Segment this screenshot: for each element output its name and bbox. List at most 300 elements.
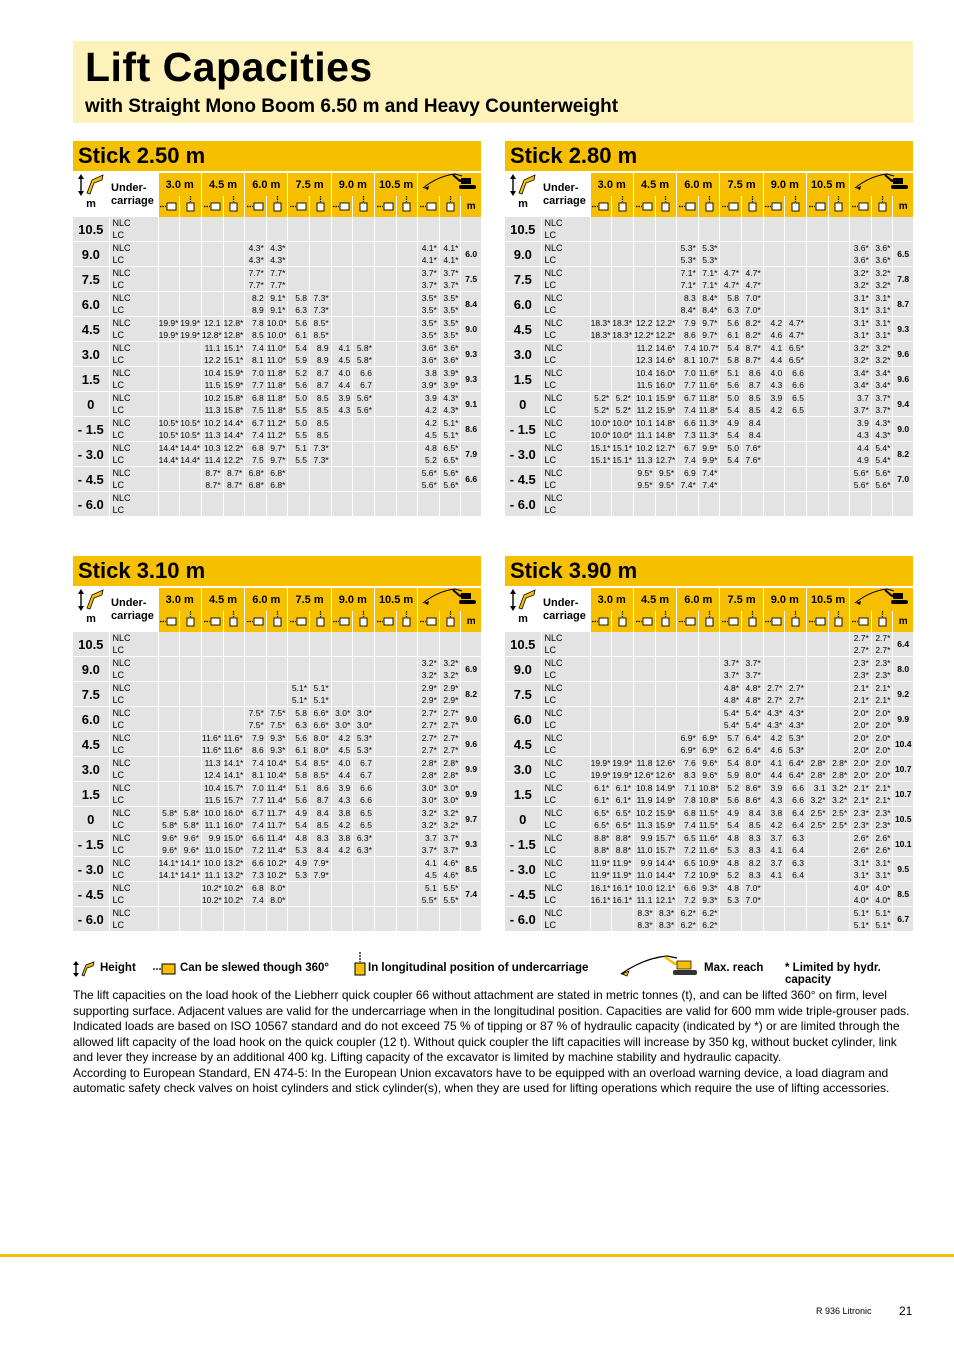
lc-label: LC [112, 455, 125, 465]
table-row [505, 682, 913, 707]
capacity-nlc: 9.5* [659, 468, 675, 478]
undercarriage-header: Under- carriage [109, 173, 158, 217]
capacity-lc [418, 504, 437, 516]
capacity-lc: 15.0* [223, 845, 244, 855]
capacity-cell [806, 367, 828, 392]
capacity-nlc: 4.1 [424, 858, 437, 868]
capacity-cell [655, 467, 677, 492]
capacity-nlc: 9.6* [702, 758, 718, 768]
capacity-nlc [288, 242, 307, 254]
capacity-cell [353, 757, 375, 782]
capacity-lc: 8.5* [313, 770, 329, 780]
capacity-nlc: 7.0 [683, 368, 696, 378]
capacity-lc: 4.6 [770, 745, 783, 755]
capacity-cell [266, 682, 288, 707]
capacity-cell [266, 907, 288, 932]
capacity-cell [223, 832, 245, 857]
capacity-nlc: 4.8 [727, 883, 740, 893]
capacity-nlc [720, 632, 739, 644]
capacity-nlc [440, 907, 459, 919]
capacity-cell [850, 857, 872, 882]
longitudinal-icon [705, 199, 714, 216]
capacity-lc: 6.4 [792, 820, 804, 830]
capacity-nlc: 5.2 [295, 368, 308, 378]
capacity-cell [828, 467, 850, 492]
page-title: Lift Capacities [85, 44, 373, 90]
capacity-cell [396, 632, 418, 657]
capacity-cell [439, 492, 461, 517]
nlc-label: NLC [112, 783, 131, 793]
capacity-cell [871, 707, 893, 732]
capacity-nlc: 4.2 [338, 733, 351, 743]
capacity-nlc: 10.5* [158, 418, 179, 428]
capacity-lc: 8.3 [748, 870, 761, 880]
capacity-nlc: 11.3 [204, 758, 221, 768]
lc-label: LC [544, 645, 557, 655]
table-header-radius [73, 588, 481, 611]
capacity-cell [245, 342, 267, 367]
lc-label: LC [112, 745, 125, 755]
capacity-nlc: 7.3* [313, 293, 329, 303]
capacity-cell [633, 292, 655, 317]
capacity-nlc [397, 442, 416, 454]
capacity-lc [829, 429, 848, 441]
capacity-cell [850, 632, 872, 657]
capacity-lc [677, 229, 696, 241]
capacity-cell [720, 882, 742, 907]
capacity-lc [332, 504, 351, 516]
capacity-cell [677, 832, 699, 857]
capacity-lc [677, 504, 696, 516]
capacity-nlc: 2.5* [832, 808, 848, 818]
capacity-cell [806, 657, 828, 682]
capacity-nlc: 5.6* [356, 393, 372, 403]
capacity-lc: 18.3* [612, 330, 633, 340]
capacity-nlc: 4.3* [270, 243, 286, 253]
capacity-cell [828, 832, 850, 857]
longitudinal-cell [353, 611, 375, 632]
capacity-nlc: 6.7 [683, 393, 696, 403]
capacity-cell [590, 907, 612, 932]
capacity-nlc [375, 417, 394, 429]
capacity-cell [698, 882, 720, 907]
capacity-lc: 4.3* [270, 255, 286, 265]
capacity-lc: 5.6* [875, 480, 891, 490]
lc-label: LC [112, 305, 125, 315]
capacity-nlc [764, 242, 783, 254]
capacity-nlc: 3.5* [443, 293, 459, 303]
capacity-nlc: 3.7* [875, 393, 891, 403]
capacity-lc [656, 694, 675, 706]
capacity-cell [698, 657, 720, 682]
height-cell: - 6.0 [73, 907, 109, 932]
capacity-nlc [159, 217, 178, 229]
max-reach-value: 10.7 [893, 757, 913, 782]
longitudinal-cell [785, 196, 807, 217]
capacity-lc: 3.5* [443, 305, 459, 315]
capacity-lc: 6.4* [788, 770, 804, 780]
capacity-cell [633, 217, 655, 242]
nlc-label: NLC [544, 218, 563, 228]
capacity-lc [375, 504, 394, 516]
capacity-nlc: 7.7* [270, 268, 286, 278]
max-reach-value: 7.4 [461, 882, 481, 907]
capacity-lc [807, 644, 826, 656]
capacity-cell [677, 907, 699, 932]
height-header-cell [73, 588, 109, 632]
capacity-cell [201, 392, 223, 417]
capacity-lc: 4.5 [338, 355, 351, 365]
capacity-nlc [612, 492, 631, 504]
capacity-cell [439, 857, 461, 882]
capacity-cell [871, 782, 893, 807]
capacity-lc [267, 919, 286, 931]
capacity-lc: 7.1* [680, 280, 696, 290]
capacity-nlc: 5.0 [295, 418, 308, 428]
capacity-nlc [656, 242, 675, 254]
capacity-cell [655, 707, 677, 732]
height-cell: 4.5 [505, 317, 541, 342]
capacity-nlc: 10.2* [201, 883, 222, 893]
capacity-lc [656, 644, 675, 656]
capacity-nlc [267, 492, 286, 504]
capacity-lc [807, 304, 826, 316]
capacity-nlc [634, 682, 653, 694]
capacity-lc: 3.5* [421, 330, 437, 340]
capacity-cell [310, 657, 332, 682]
capacity-cell [245, 757, 267, 782]
capacity-nlc: 7.0* [745, 883, 761, 893]
capacity-lc [397, 744, 416, 756]
capacity-cell [180, 292, 202, 317]
capacity-nlc: 19.9* [158, 318, 179, 328]
capacity-lc [332, 869, 351, 881]
capacity-lc: 15.9* [655, 820, 676, 830]
capacity-cell [806, 467, 828, 492]
capacity-lc [440, 644, 459, 656]
capacity-lc [634, 719, 653, 731]
capacity-nlc: 2.6* [853, 833, 869, 843]
height-cell: 10.5 [505, 217, 541, 242]
capacity-cell [785, 782, 807, 807]
longitudinal-cell [353, 196, 375, 217]
capacity-cell [374, 907, 396, 932]
max-reach-value: 8.5 [893, 882, 913, 907]
capacity-cell [655, 392, 677, 417]
capacity-cell [763, 242, 785, 267]
capacity-nlc: 2.6* [875, 833, 891, 843]
radius-header: 6.0 m [677, 588, 720, 611]
capacity-cell [720, 632, 742, 657]
capacity-lc: 11.3 [636, 455, 653, 465]
capacity-cell [763, 467, 785, 492]
capacity-nlc [375, 857, 394, 869]
capacity-lc: 8.4* [702, 305, 718, 315]
capacity-lc: 8.6 [251, 745, 264, 755]
capacity-cell [418, 267, 440, 292]
capacity-cell [871, 267, 893, 292]
capacity-nlc: 3.6* [443, 343, 459, 353]
longitudinal-cell [655, 611, 677, 632]
table-row [73, 492, 481, 517]
capacity-lc [375, 229, 394, 241]
capacity-lc [764, 279, 783, 291]
capacity-nlc [288, 267, 307, 279]
capacity-cell [828, 707, 850, 732]
capacity-lc: 8.3* [637, 920, 653, 930]
capacity-nlc [159, 392, 178, 404]
capacity-lc [829, 694, 848, 706]
capacity-lc [656, 279, 675, 291]
capacity-nlc: 4.8* [723, 683, 740, 693]
capacity-cell [828, 292, 850, 317]
height-unit: m [518, 613, 528, 625]
capacity-lc: 5.4* [745, 720, 761, 730]
capacity-lc [397, 504, 416, 516]
slew-360-icon [592, 613, 609, 630]
capacity-nlc: 5.0 [295, 393, 308, 403]
capacity-cell [439, 732, 461, 757]
capacity-cell [828, 857, 850, 882]
capacity-cell [677, 707, 699, 732]
capacity-lc: 8.8* [594, 845, 610, 855]
table-row [505, 342, 913, 367]
capacity-cell [331, 217, 353, 242]
longitudinal-cell [266, 611, 288, 632]
capacity-cell [763, 807, 785, 832]
capacity-lc: 12.7* [655, 455, 676, 465]
capacity-nlc: 13.2* [223, 858, 244, 868]
max-reach-value: 6.4 [893, 632, 913, 657]
nlc-label: NLC [544, 468, 563, 478]
capacity-nlc [375, 657, 394, 669]
capacity-cell [612, 342, 634, 367]
slew-cell [158, 611, 180, 632]
capacity-cell [374, 492, 396, 517]
capacity-nlc: 8.5* [313, 758, 329, 768]
capacity-lc: 4.8* [723, 695, 740, 705]
lift-table [73, 173, 481, 517]
capacity-lc: 2.1* [853, 795, 869, 805]
capacity-nlc [829, 657, 848, 669]
height-cell: - 3.0 [73, 442, 109, 467]
capacity-cell [590, 707, 612, 732]
capacity-lc [742, 919, 761, 931]
capacity-lc [159, 404, 178, 416]
max-reach-value: 9.9 [461, 757, 481, 782]
undercarriage-label [541, 292, 590, 317]
capacity-nlc [180, 682, 199, 694]
capacity-cell [266, 707, 288, 732]
capacity-lc [764, 304, 783, 316]
capacity-cell [418, 782, 440, 807]
radius-header: 10.5 m [806, 173, 849, 196]
height-cell: 0 [73, 807, 109, 832]
capacity-cell [266, 442, 288, 467]
capacity-lc [440, 919, 459, 931]
table-row [73, 707, 481, 732]
capacity-nlc [612, 267, 631, 279]
capacity-nlc: 7.0 [251, 783, 264, 793]
capacity-lc [591, 354, 610, 366]
capacity-nlc [332, 242, 351, 254]
capacity-cell [418, 392, 440, 417]
capacity-cell [850, 492, 872, 517]
capacity-nlc [224, 682, 243, 694]
capacity-nlc: 2.9* [443, 683, 459, 693]
capacity-cell [871, 442, 893, 467]
capacity-cell [223, 657, 245, 682]
notes-paragraph: The lift capacities on the load hook of the Liebherr quick coupler 66 without attachment are stated in metric tonnes (t), and can be lifted 360° on firm, level supporting surface. Adjacent values are valid for the undercarriage when in the longitudinal position. Capacities are valid for 600 mm wide triple-grouser pads. Indicated loads are based on ISO 10567 standard and do not exceed 75 % of tipping or 87 % of hydraulic capacity (indicated by *) or are limited through the allowed lift capacity of the load hook on the quick coupler (12 t). Without quick coupler the lift capacities will increase by 350 kg, without bucket cylinder, link and lever they increase by an additional 400 kg. Lifting capacity of the excavator is limited by machine stability and hydraulic capacity. [73, 988, 910, 1064]
capacity-nlc [159, 732, 178, 744]
height-cell: - 4.5 [73, 882, 109, 907]
capacity-nlc [310, 657, 329, 669]
slew-cell [806, 196, 828, 217]
capacity-lc: 3.1* [853, 870, 869, 880]
longitudinal-icon [354, 952, 366, 976]
capacity-cell [439, 342, 461, 367]
height-cell: 3.0 [73, 757, 109, 782]
capacity-nlc: 7.6* [745, 443, 761, 453]
capacity-cell [612, 657, 634, 682]
capacity-lc [764, 919, 783, 931]
capacity-nlc [591, 342, 610, 354]
capacity-lc [785, 919, 804, 931]
capacity-nlc: 6.4 [792, 808, 804, 818]
capacity-cell [590, 832, 612, 857]
capacity-cell [180, 707, 202, 732]
capacity-lc: 3.7* [875, 405, 891, 415]
capacity-lc [397, 894, 416, 906]
capacity-cell [396, 707, 418, 732]
capacity-nlc [677, 632, 696, 644]
capacity-lc [656, 719, 675, 731]
capacity-cell [374, 417, 396, 442]
slew-cell [763, 611, 785, 632]
max-reach-value: 10.5 [893, 807, 913, 832]
capacity-lc: 6.5* [615, 820, 631, 830]
capacity-lc: 11.7* [266, 820, 286, 830]
max-reach-value: 9.6 [461, 732, 481, 757]
capacity-lc [829, 504, 848, 516]
capacity-cell [850, 317, 872, 342]
capacity-lc [159, 504, 178, 516]
capacity-nlc: 2.7* [421, 708, 437, 718]
capacity-cell [633, 442, 655, 467]
capacity-lc: 5.1* [853, 920, 869, 930]
capacity-cell [677, 217, 699, 242]
capacity-cell [310, 807, 332, 832]
slew-360-icon [333, 198, 350, 215]
slew-cell [418, 611, 440, 632]
capacity-cell [201, 367, 223, 392]
capacity-lc: 3.2* [443, 670, 459, 680]
lc-label: LC [544, 770, 557, 780]
capacity-lc [764, 669, 783, 681]
capacity-lc: 6.5 [792, 405, 804, 415]
capacity-lc [397, 254, 416, 266]
capacity-nlc [591, 467, 610, 479]
capacity-lc: 2.8* [421, 770, 437, 780]
table-row [505, 442, 913, 467]
max-reach-value: 9.3 [893, 317, 913, 342]
capacity-cell [720, 317, 742, 342]
table-row [73, 342, 481, 367]
height-cell: 1.5 [73, 367, 109, 392]
capacity-lc: 5.8 [295, 770, 308, 780]
capacity-lc: 2.7* [421, 720, 437, 730]
capacity-nlc: 7.4* [702, 468, 718, 478]
capacity-cell [720, 392, 742, 417]
capacity-lc: 5.5 [295, 455, 308, 465]
capacity-nlc [829, 882, 848, 894]
nlc-label: NLC [544, 708, 563, 718]
capacity-cell [331, 317, 353, 342]
capacity-lc [397, 379, 416, 391]
capacity-nlc [807, 217, 826, 229]
capacity-nlc [634, 217, 653, 229]
capacity-cell [763, 907, 785, 932]
capacity-cell [310, 242, 332, 267]
capacity-lc: 10.5* [180, 430, 201, 440]
capacity-lc: 8.1 [683, 355, 696, 365]
capacity-cell [655, 492, 677, 517]
capacity-lc: 5.3 [295, 845, 308, 855]
height-cell: - 6.0 [505, 907, 541, 932]
capacity-nlc [332, 292, 351, 304]
capacity-nlc [267, 217, 286, 229]
capacity-nlc: 8.6 [748, 368, 761, 378]
capacity-cell [720, 907, 742, 932]
capacity-lc: 12.3 [635, 355, 653, 365]
capacity-lc: 2.3* [853, 820, 869, 830]
capacity-lc: 8.9 [251, 305, 264, 315]
table-row [505, 417, 913, 442]
height-cell: 6.0 [73, 292, 109, 317]
panel-stick-390 [505, 556, 913, 932]
capacity-lc [742, 644, 761, 656]
capacity-cell [655, 732, 677, 757]
capacity-lc: 2.9* [443, 695, 459, 705]
capacity-lc: 7.4 [683, 820, 696, 830]
max-reach-value: 9.3 [461, 342, 481, 367]
capacity-lc: 11.9* [612, 870, 632, 880]
capacity-cell [612, 832, 634, 857]
capacity-cell [742, 657, 764, 682]
capacity-cell [828, 267, 850, 292]
capacity-lc: 6.5* [443, 455, 459, 465]
capacity-nlc [720, 242, 739, 254]
lift-table [505, 173, 913, 517]
capacity-nlc: 3.0* [335, 708, 351, 718]
slew-cell [677, 196, 699, 217]
capacity-cell [158, 442, 180, 467]
capacity-lc: 5.6 [727, 380, 740, 390]
capacity-lc: 6.3 [727, 305, 740, 315]
capacity-lc [180, 669, 199, 681]
slew-360-icon [247, 613, 264, 630]
undercarriage-label [109, 682, 158, 707]
capacity-lc [807, 229, 826, 241]
max-reach-value: 9.3 [461, 367, 481, 392]
capacity-lc [375, 644, 394, 656]
capacity-nlc: 4.0 [338, 758, 351, 768]
capacity-nlc [829, 707, 848, 719]
max-reach-unit: m [893, 611, 913, 632]
capacity-cell [266, 732, 288, 757]
capacity-lc: 9.3* [702, 895, 718, 905]
capacity-lc [742, 479, 761, 491]
